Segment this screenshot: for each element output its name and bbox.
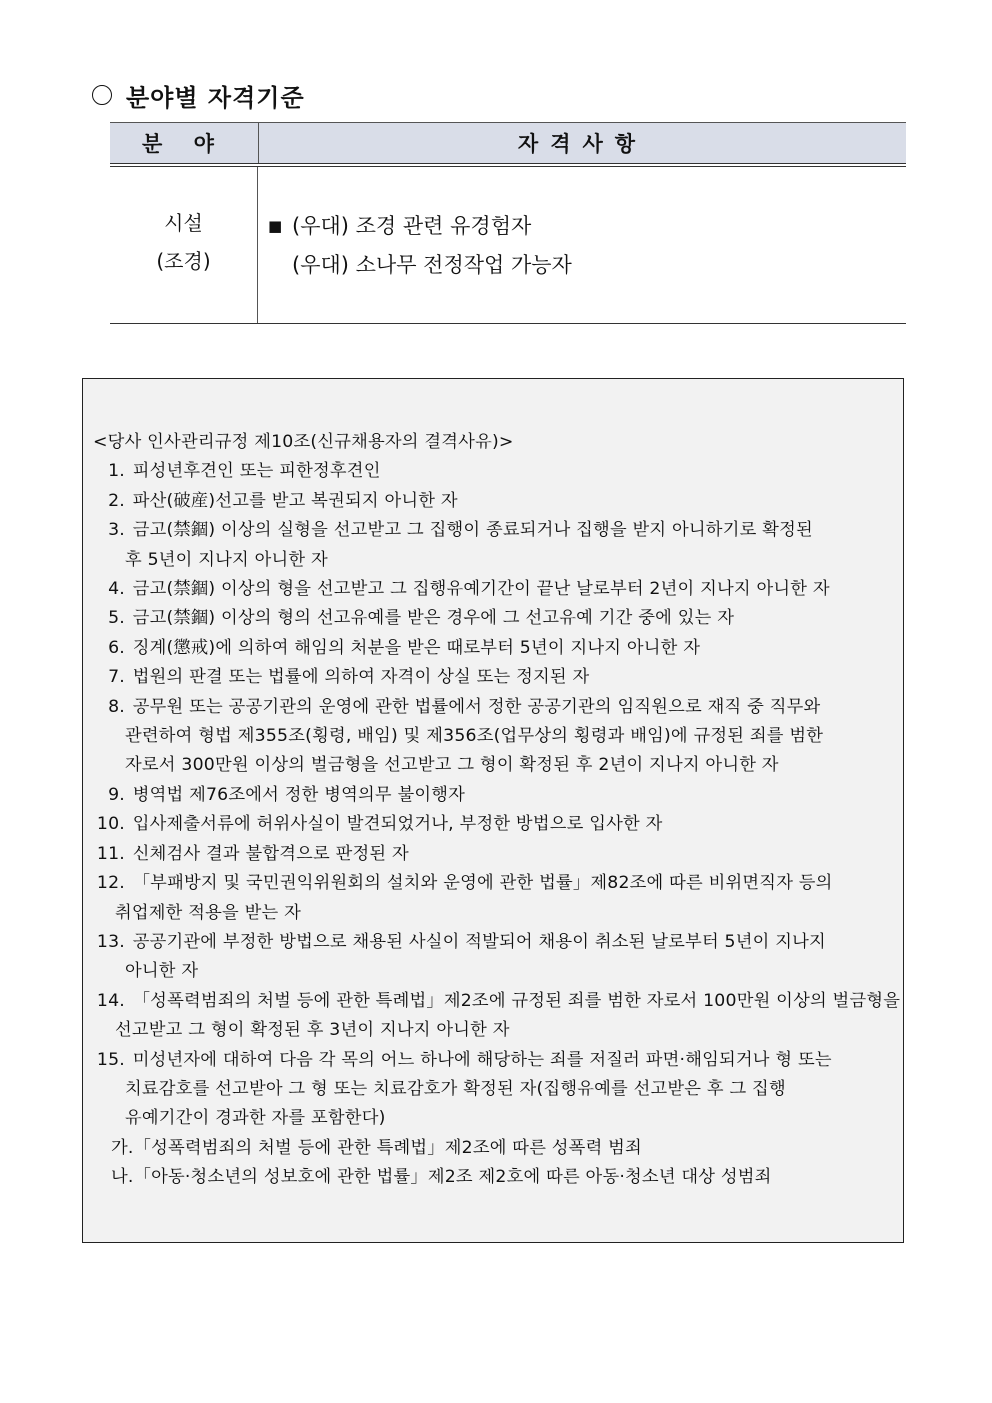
list-item-text: 피성년후견인 또는 피한정후견인: [127, 461, 381, 482]
table-row: [110, 167, 906, 324]
box-heading: <당사 인사관리규정 제10조(신규채용자의 결격사유)>: [93, 432, 514, 452]
list-item-number: 12.: [96, 873, 125, 894]
list-item: [93, 575, 897, 604]
list-item: [93, 928, 897, 957]
list-item-number: 6.: [108, 637, 125, 658]
qualification-item: (우대) 소나무 전정작업 가능자: [292, 253, 572, 277]
list-item-number: 9.: [108, 784, 125, 805]
list-item-text: 징계(懲戒)에 의하여 해임의 처분을 받은 때로부터 5년이 지나지 아니한 자: [127, 637, 701, 658]
list-item: [93, 693, 897, 722]
list-item-continuation: 아니한 자: [125, 961, 199, 982]
list-item-number: 3.: [108, 520, 125, 541]
section-title: 분야별 자격기준: [126, 82, 305, 112]
field-cell: [110, 167, 258, 323]
list-item: [93, 634, 897, 663]
header-qualification: 자격사항: [517, 131, 648, 156]
list-item-continuation: 취업제한 적용을 받는 자: [115, 902, 302, 923]
list-item-number: 1.: [108, 461, 125, 482]
list-item-continuation: 치료감호를 선고받아 그 형 또는 치료감호가 확정된 자(집행유예를 선고받은 후 그 집행: [125, 1078, 786, 1099]
list-item-number: 10.: [96, 814, 125, 835]
field-name: 시설: [164, 211, 203, 235]
list-item-text: 법원의 판결 또는 법률에 의하여 자격이 상실 또는 정지된 자: [127, 667, 590, 688]
list-item-number: 11.: [96, 843, 125, 864]
list-item-text: 금고(禁錮) 이상의 형을 선고받고 그 집행유예기간이 끝난 날로부터 2년이 지나지 아니한 자: [127, 579, 830, 600]
list-item-text: 「성폭력범죄의 처벌 등에 관한 특례법」제2조에 규정된 죄를 범한 자로서 100만원 이상의 벌금형을: [127, 990, 901, 1011]
list-item-number: 2.: [108, 490, 125, 511]
list-item: [93, 987, 901, 1016]
disqualification-list: [93, 457, 901, 1192]
list-item: [93, 1046, 897, 1075]
list-item-text: 병역법 제76조에서 정한 병역의무 불이행자: [127, 784, 466, 805]
list-item-text: 공공기관에 부정한 방법으로 채용된 사실이 적발되어 채용이 취소된 날로부터 5년이 지나지: [127, 931, 826, 952]
list-item-continuation: 유예기간이 경과한 자를 포함한다): [125, 1108, 386, 1129]
list-item-number: 5.: [108, 608, 125, 629]
list-item: [93, 810, 897, 839]
list-item: [93, 663, 897, 692]
square-bullet-icon: ■: [268, 217, 283, 235]
qualification-item: (우대) 조경 관련 유경험자: [292, 214, 532, 238]
list-item-continuation: 후 5년이 지나지 아니한 자: [125, 549, 328, 570]
list-item: [93, 840, 897, 869]
list-item-text: 파산(破産)선고를 받고 복권되지 아니한 자: [127, 490, 458, 511]
disqualification-box: [82, 378, 904, 1243]
list-item-continuation: 관련하여 형법 제355조(횡령, 배임) 및 제356조(업무상의 횡령과 배임)에 규정된 죄를 범한: [125, 726, 824, 747]
qualification-cell: [258, 167, 906, 323]
sub-list-item: 나.「아동·청소년의 성보호에 관한 법률」제2조 제2호에 따른 아동·청소년 대상 성범죄: [111, 1167, 772, 1188]
list-item-number: 15.: [96, 1049, 125, 1070]
list-item-continuation: 선고받고 그 형이 확정된 후 3년이 지나지 아니한 자: [115, 1020, 510, 1041]
list-item-text: 「부패방지 및 국민권익위원회의 설치와 운영에 관한 법률」제82조에 따른 비위면직자 등의: [127, 873, 833, 894]
list-item-number: 8.: [108, 696, 125, 717]
list-item-number: 4.: [108, 579, 125, 600]
list-item-text: 신체검사 결과 불합격으로 판정된 자: [127, 843, 409, 864]
list-item-text: 금고(禁錮) 이상의 형의 선고유예를 받은 경우에 그 선고유예 기간 중에 있는 자: [127, 608, 735, 629]
list-item: [93, 457, 897, 486]
list-item: [93, 604, 897, 633]
circle-bullet-icon: [92, 85, 112, 105]
list-item-text: 입사제출서류에 허위사실이 발견되었거나, 부정한 방법으로 입사한 자: [127, 814, 663, 835]
list-item-number: 14.: [96, 990, 125, 1011]
list-item-continuation: 자로서 300만원 이상의 벌금형을 선고받고 그 형이 확정된 후 2년이 지나지 아니한 자: [125, 755, 779, 776]
field-subname: (조경): [156, 249, 211, 273]
list-item-number: 7.: [108, 667, 125, 688]
qualification-table: [110, 122, 906, 324]
list-item: [93, 516, 897, 545]
header-field: 분 야: [110, 123, 259, 163]
list-item-number: 13.: [96, 931, 125, 952]
list-item: [93, 487, 897, 516]
sub-list-item: 가.「성폭력범죄의 처벌 등에 관한 특례법」제2조에 따른 성폭력 범죄: [111, 1137, 642, 1158]
list-item: [93, 869, 897, 898]
section-heading: [92, 78, 305, 112]
list-item: [93, 781, 897, 810]
list-item-text: 미성년자에 대하여 다음 각 목의 어느 하나에 해당하는 죄를 저질러 파면·해임되거나 형 또는: [127, 1049, 832, 1070]
list-item-text: 공무원 또는 공공기관의 운영에 관한 법률에서 정한 공공기관의 임직원으로 재직 중 직무와: [127, 696, 821, 717]
list-item-text: 금고(禁錮) 이상의 실형을 선고받고 그 집행이 종료되거나 집행을 받지 아니하기로 확정된: [127, 520, 813, 541]
table-header-row: [110, 122, 906, 163]
